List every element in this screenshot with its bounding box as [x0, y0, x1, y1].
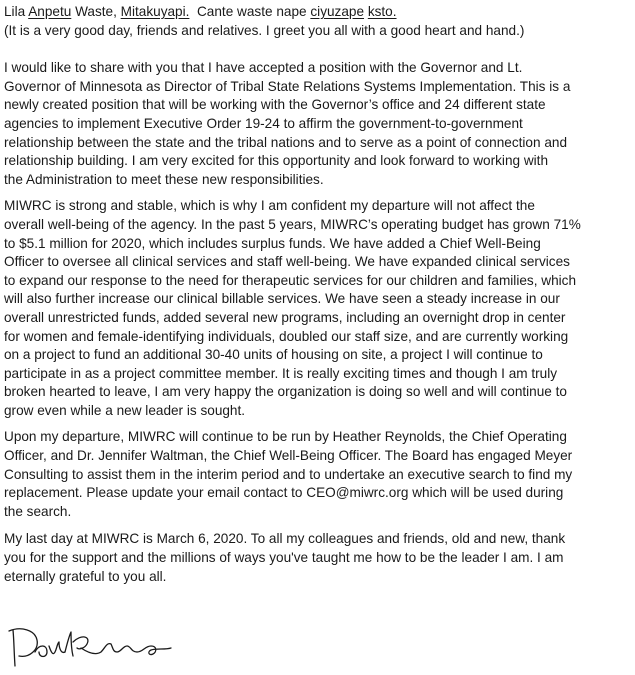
paragraph-line: relationship building. I am very excited for this opportunity and look forward to working with [4, 153, 549, 169]
paragraph-line: Governor of Minnesota as Director of Tribal State Relations Systems Implementation. This is a [4, 78, 571, 94]
paragraph-line: I would like to share with you that I have accepted a position with the Governor and Lt. [4, 60, 523, 76]
paragraph-line: participate in as a project committee member. It is really exciting times and though I am truly [4, 365, 558, 381]
paragraph-new-position [4, 59, 632, 189]
paragraph-line: to $5.1 million for 2020, which includes surplus funds. We have added a Chief Well-Being [4, 235, 541, 251]
paragraph-line: MIWRC is strong and stable, which is why I am confident my departure will not affect the [4, 198, 535, 214]
greeting-word: Anpetu [28, 4, 72, 19]
greeting-word: Waste, [75, 4, 117, 19]
paragraph-line: broken hearted to leave, I am very happy the organization is doing so well and will continue to [4, 384, 567, 400]
paragraph-line: overall well-being of the agency. In the past 5 years, MIWRC’s operating budget has grown 71% [4, 216, 581, 232]
paragraph-line: newly created position that will be working with the Governor’s office and 24 different state [4, 97, 546, 113]
paragraph-line: relationship between the state and the tribal nations and to serve as a point of connection and [4, 134, 568, 150]
paragraph-line: Officer to oversee all clinical services and staff well-being. We have expanded clinical services [4, 254, 570, 270]
paragraph-agency-status [4, 197, 632, 420]
paragraph-line: replacement. Please update your email contact to CEO@miwrc.org which will be used during [4, 485, 564, 501]
paragraph-farewell [4, 530, 632, 586]
greeting-word: ksto. [367, 4, 397, 19]
greeting-word: waste [237, 4, 273, 19]
greeting-word: Lila [4, 4, 26, 19]
paragraph-line: will also further increase our clinical billable services. We have seen a steady increase in our [4, 291, 560, 307]
paragraph-line: the search. [4, 503, 72, 519]
paragraph-line: agencies to implement Executive Order 19-24 to affirm the government-to-government [4, 115, 523, 131]
letter-body [4, 3, 632, 586]
paragraph-line: on a project to fund an additional 30-40 units of housing on site, a project I will continue to [4, 347, 543, 363]
paragraph-line: My last day at MIWRC is March 6, 2020. To all my colleagues and friends, old and new, thank [4, 531, 566, 547]
greeting-word: Mitakuyapi. [120, 4, 190, 19]
paragraph-line: overall unrestricted funds, added several new programs, including an overnight drop in center [4, 309, 566, 325]
signature-icon [5, 622, 175, 670]
paragraph-line: to expand our response to the need for therapeutic services for our children and families, which [4, 272, 577, 288]
paragraph-line: Officer, and Dr. Jennifer Waltman, the Chief Well-Being Officer. The Board has engaged Meyer [4, 448, 573, 464]
paragraph-line: Upon my departure, MIWRC will continue to be run by Heather Reynolds, the Chief Operating [4, 429, 567, 445]
paragraph-line: eternally grateful to you all. [4, 568, 167, 584]
greeting-translation: (It is a very good day, friends and relatives. I greet you all with a good heart and hand.) [4, 22, 525, 38]
paragraph-line: for women and female-identifying individuals, doubled our staff size, and are currently working [4, 328, 569, 344]
paragraph-line: the Administration to meet these new responsibilities. [4, 171, 324, 187]
greeting-word: Cante [196, 4, 234, 19]
paragraph-line: Consulting to assist them in the interim period and to undertake an executive search to find my [4, 466, 573, 482]
greeting-line [4, 3, 632, 22]
paragraph-leadership-transition [4, 428, 632, 521]
paragraph-line: you for the support and the millions of ways you've taught me how to be the leader I am. I am [4, 550, 564, 566]
greeting-word: nape [276, 4, 307, 19]
paragraph-line: grow even while a new leader is sought. [4, 402, 246, 418]
greeting-word: ciyuzape [310, 4, 365, 19]
